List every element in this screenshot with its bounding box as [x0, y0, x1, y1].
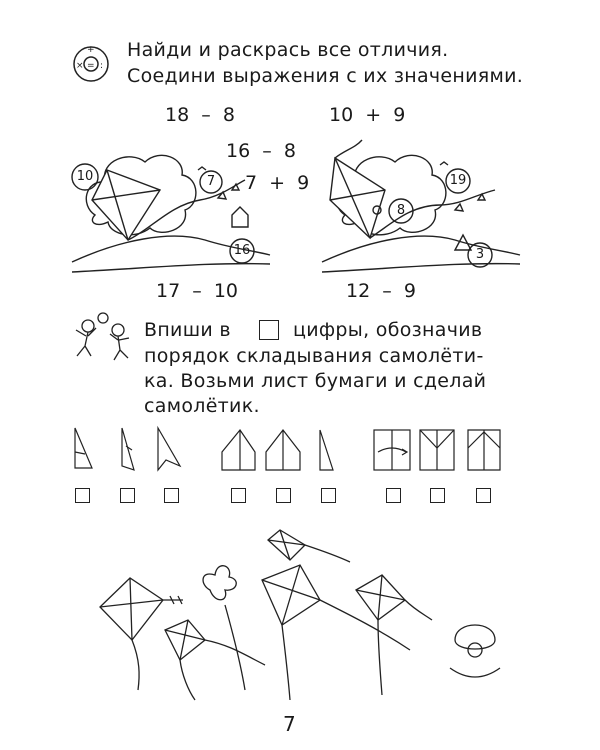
answer-box-5[interactable]	[276, 488, 291, 503]
answer-box-6[interactable]	[321, 488, 336, 503]
page-number: 7	[283, 712, 296, 736]
kites-drawing	[100, 530, 500, 700]
answer-box-1[interactable]	[75, 488, 90, 503]
expression-7-plus-9: 7 + 9	[245, 172, 310, 194]
svg-text::: :	[100, 61, 104, 71]
expression-18-minus-8: 18 – 8	[165, 104, 235, 126]
answer-box-3[interactable]	[164, 488, 179, 503]
answer-box-9[interactable]	[476, 488, 491, 503]
value-circle-8: 8	[396, 203, 406, 218]
value-circle-19: 19	[449, 173, 467, 188]
answer-box-7[interactable]	[386, 488, 401, 503]
task2-line1-end: цифры, обозначив	[293, 319, 483, 341]
math-signs-icon	[74, 45, 108, 87]
value-circle-3: 3	[475, 247, 485, 262]
folding-diagrams	[75, 428, 500, 470]
task1-line1: Найди и раскрась все отличия.	[127, 39, 449, 61]
value-circle-16: 16	[233, 243, 251, 258]
task2-line4: самолётик.	[144, 395, 260, 417]
children-playing-icon	[76, 313, 129, 360]
expression-10-plus-9: 10 + 9	[329, 104, 406, 126]
expression-16-minus-8: 16 – 8	[226, 140, 296, 162]
svg-text:−: −	[88, 77, 96, 87]
inline-square	[259, 320, 279, 340]
expression-17-minus-10: 17 – 10	[156, 280, 239, 302]
task1-line2: Соедини выражения с их значениями.	[127, 65, 524, 87]
value-circle-7: 7	[206, 174, 216, 189]
task2-line3: ка. Возьми лист бумаги и сделай	[144, 370, 487, 392]
svg-text:=: =	[87, 61, 95, 71]
answer-box-2[interactable]	[120, 488, 135, 503]
answer-box-4[interactable]	[231, 488, 246, 503]
expression-12-minus-9: 12 – 9	[346, 280, 416, 302]
answer-box-8[interactable]	[430, 488, 445, 503]
value-circle-10: 10	[76, 169, 94, 184]
task2-line1-start: Впиши в	[144, 319, 231, 341]
svg-text:×: ×	[76, 61, 84, 71]
task2-line2: порядок складывания самолёти-	[144, 345, 484, 367]
svg-text:+: +	[87, 45, 95, 55]
